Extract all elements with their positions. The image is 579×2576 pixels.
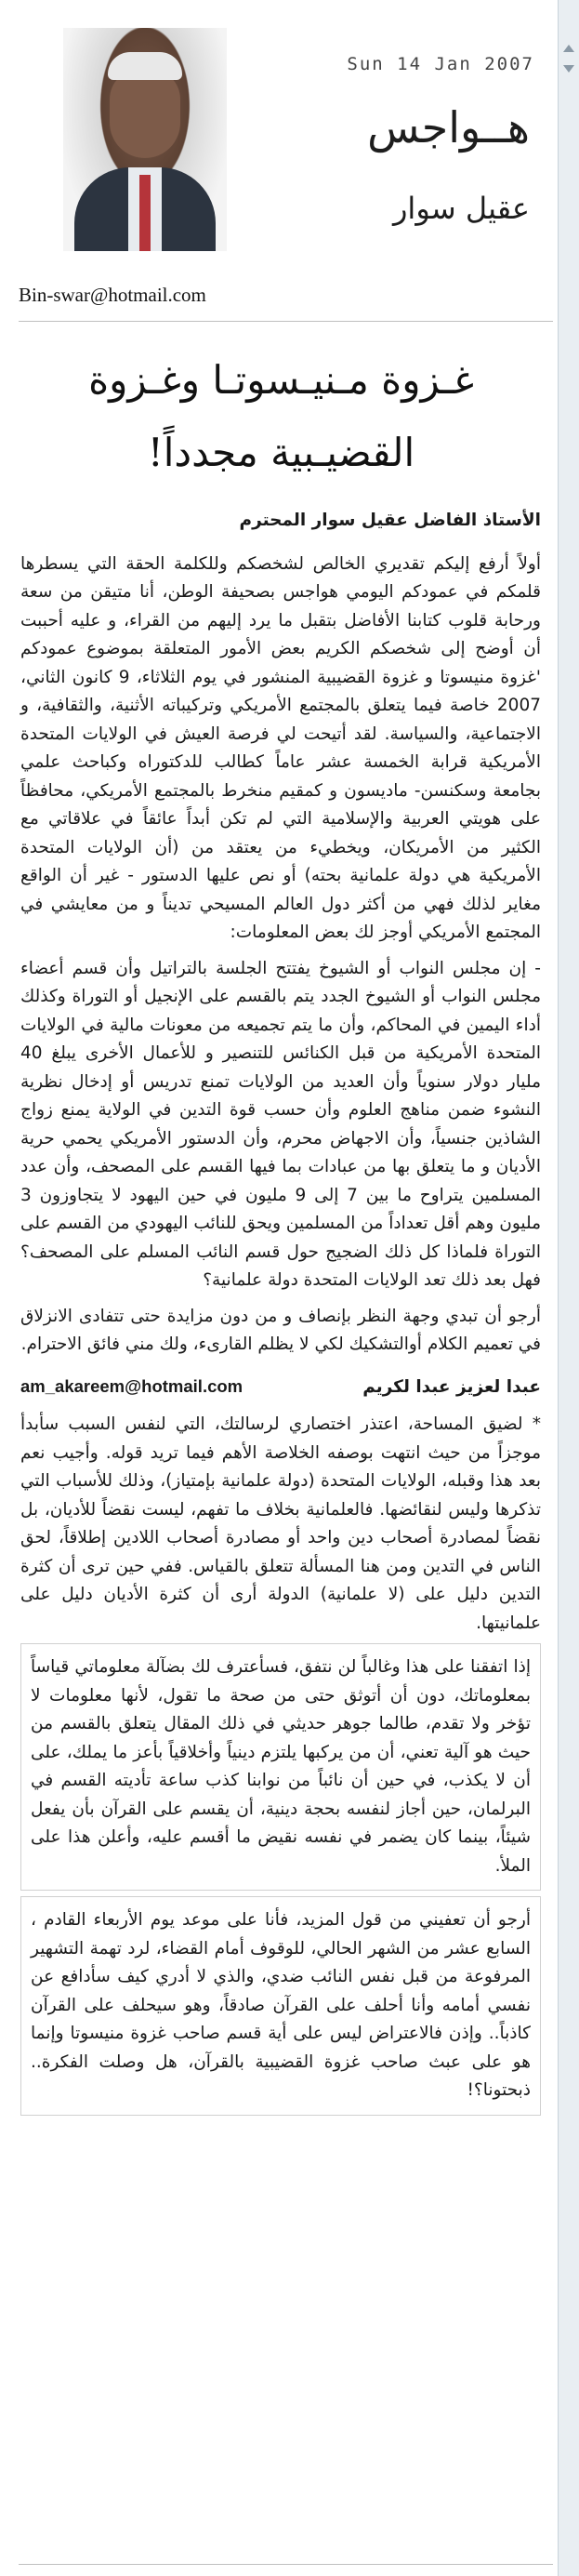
reply-paragraph: * لضيق المساحة، اعتذر اختصاري لرسالتك، التي لنفس السبب سأبدأ موجزاً من حيث انتهت بوصفه الخلاصة الأهم فيما تريد قوله. وأجيب نعم بعد هذا وقبله، الولايات المتحدة (دولة علمانية بإمتياز)، وذلك للأسباب التي تذكرها وليس لنقائضها. فالعلمانية بخلاف ما تفهم، ليست نقضاً للأديان، بل نقضاً لمصادرة أصحاب دين واحد أو مصادرة أصحاب اللادين إطلاقاً، لحق الناس في التدين ومن هنا المسألة تتعلق بالقياس. ففي حين ترى أن كثرة التدين دليل على (لا علمانية) الدولة أرى أن كثرة الأديان دليل على علمانيتها. bbox=[20, 1414, 541, 1633]
letter-signature bbox=[20, 1373, 541, 1402]
reply-paragraph: أرجو أن تعفيني من قول المزيد، فأنا على موعد يوم الأربعاء القادم ، السابع عشر من الشهر الحالي، للوقوف أمام القضاء، لرد تهمة التشهير المرفوعة من قبل نفس النائب ضدي، والذي لا أدري كيف سأدافع عن نفسي أمامه وأنا أحلف على القرآن صادقاً، وهو سيحلف على القرآن كاذباً.. وإذن فالاعتراض ليس على أية قسم صاحب غزوة منيسوتا وإنما هو على عبث صاحب غزوة القضيبية بالقرآن، هل وصلت الفكرة.. ذبحتونا؟! bbox=[20, 1896, 541, 2116]
signature-email-link[interactable]: am_akareem@hotmail.com bbox=[20, 1375, 243, 1396]
signature-name: عبدا لعزيز عبدا لكريم bbox=[362, 1376, 541, 1397]
article-body bbox=[20, 507, 541, 2121]
letter-salutation: الأستاذ الفاضل عقيل سوار المحترم bbox=[239, 511, 541, 530]
author-email-link[interactable]: Bin-swar@hotmail.com bbox=[19, 284, 206, 306]
column-title: هــواجس bbox=[367, 102, 530, 153]
header-divider bbox=[19, 321, 553, 322]
footer-divider bbox=[19, 2564, 553, 2565]
scroll-up-icon[interactable] bbox=[563, 45, 574, 52]
photo-face bbox=[110, 69, 180, 158]
headline-line-2: القضيـبية مجدداً! bbox=[147, 430, 415, 475]
article-headline bbox=[28, 344, 534, 489]
publication-date: Sun 14 Jan 2007 bbox=[347, 54, 534, 74]
photo-hair bbox=[108, 52, 182, 80]
scroll-down-icon[interactable] bbox=[563, 65, 574, 73]
column-header bbox=[0, 0, 558, 298]
author-name: عقيل سوار bbox=[392, 191, 530, 226]
reply-paragraph: إذا اتفقنا على هذا وغالباً لن نتفق، فسأعترف لك بضآلة معلوماتي قياساً بمعلوماتك، دون أن أتوثق حتى من صحة ما تقول، لأنها معلومات لا تؤخر ولا تقدم، طالما جوهر حديثي في ذلك المقال يتعلق بالقسم من حيث هو آلية تعني، أن من يركبها يلتزم دينياً وأخلاقياً بأعز ما يملك، على أن لا يكذب، في حين أن نائباً من نوابنا كذب ساعة تأديته القسم في البرلمان، حين أجاز لنفسه بحجة دينية، أن يقسم على القرآن بأن يفعل شيئاً، بينما كان يضمر في نفسه نقيض ما أقسم عليه، وأعلن هذا على الملأ. bbox=[20, 1643, 541, 1891]
side-scroll-strip[interactable] bbox=[558, 0, 579, 2576]
author-photo bbox=[63, 28, 227, 251]
author-reply bbox=[20, 1411, 541, 2116]
letter-paragraph: - إن مجلس النواب أو الشيوخ يفتتح الجلسة بالتراتيل وأن قسم أعضاء مجلس النواب أو الشيوخ الجدد يتم بالقسم على الإنجيل أو التوراة وكذلك أداء اليمين في المحاكم، وأن ما يتم تجميعه من معونات مالية في الولايات المتحدة الأمريكية من قبل الكنائس للتنصير و للأعمال الأخرى يبلغ 40 مليار دولار سنوياً وأن العديد من الولايات تمنع تدريس أو إدخال نظرية النشوء ضمن مناهج العلوم وأن حسب قوة التدين في الولاية يمنع زواج الشاذين جنسياً، وأن الاجهاض محرم، وأن الدستور الأمريكي يحمي حرية الأديان و ما يتعلق بها من عبادات بما فيها القسم على المصحف، وأن عدد المسلمين يتراوح ما بين 7 إلى 9 مليون في حين اليهود لا يتجاوزون 3 مليون وهم أقل تعداداً من المسلمين ويحق للنائب اليهودي من القسم على التوراة فلماذا كل ذلك الضجيج حول قسم النائب المسلم على المصحف؟ فهل بعد ذلك تعد الولايات المتحدة دولة علمانية؟ bbox=[20, 958, 541, 1290]
photo-tie bbox=[139, 175, 151, 251]
letter-paragraph: أرجو أن تبدي وجهة النظر بإنصاف و من دون مزايدة حتى تتفادى الانزلاق في تعميم الكلام أوالتشكيك لكي لا يظلم القارىء، ولك مني فائق الاحترام. bbox=[20, 1306, 541, 1354]
headline-line-1: غـزوة مـنيـسوتـا وغـزوة bbox=[88, 357, 474, 403]
letter-paragraph: أولاً أرفع إليكم تقديري الخالص لشخصكم وللكلمة الحقة التي يسطرها قلمكم في عمودكم اليومي هواجس بصحيفة الوطن، أنا متيقن من سعة ورحابة قلوب كتابنا الأفاضل بتقبل ما يرد إليهم من القراء، و عليه أحببت أن أوضح إلى شخصكم الكريم بعض الأمور المتعلقة بموضوع عمودكم 'غزوة منيسوتا و غزوة القضيبية المنشور في يوم الثلاثاء، 9 كانون الثاني، 2007 خاصة فيما يتعلق بالمجتمع الأمريكي وتركيباته الأثنية، والثقافية، و الاجتماعية، والسياسة. لقد أتيحت لي فرصة العيش في الولايات المتحدة الأمريكية قرابة الخمسة عشر عاماً كطالب للدكتوراه وكباحث علمي بجامعة وسكنسن- ماديسون و كمقيم منخرط بالمجتمع الأمريكي، محافظاً على هويتي العربية والإسلامية التي لم تكن أبداً عائقاً في علاقاتي مع الكثير من الأمريكان، ويخطيء من يعتقد من (أن الولايات المتحدة الأمريكية هي دولة علمانية بحته) أو نص عليها الدستور - غير أن الواقع مغاير لذلك فهي من أكثر دول العالم المسيحي تديناً و من معايشي في المجتمع الأمريكي أوجز لك بعض المعلومات: bbox=[20, 553, 541, 942]
